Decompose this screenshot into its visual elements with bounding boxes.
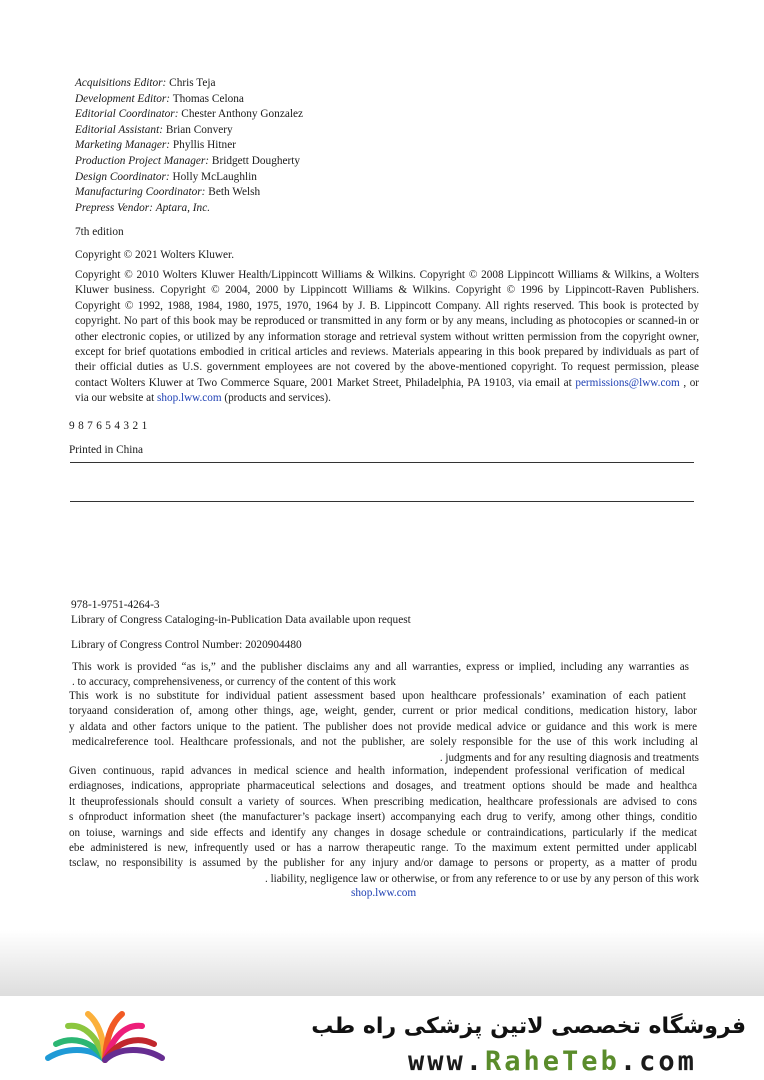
text-line: This work is no substitute for individual patient assessment based upon healthcare professionals’ examination of each patient — [69, 690, 686, 702]
credit-row: Editorial Assistant: Brian Convery — [75, 123, 233, 136]
credit-row: Production Project Manager: Bridgett Dougherty — [75, 154, 301, 167]
footer-website-link[interactable]: shop.lww.com — [351, 887, 417, 899]
copyright-line: Copyright © 2021 Wolters Kluwer. — [75, 249, 235, 261]
credit-row: Design Coordinator: Holly McLaughlin — [75, 170, 257, 183]
credit-row: Editorial Coordinator: Chester Anthony Gonzalez — [75, 108, 304, 121]
text-line: . judgments and for any resulting diagnosis and treatments — [439, 751, 699, 764]
text-line: toryaand consideration of, among other things, age, weight, gender, current or prior medical conditions, medication history, labor — [69, 705, 697, 718]
advances-disclaimer — [69, 764, 701, 887]
divider-top — [70, 462, 694, 463]
cip-data: Library of Congress Cataloging-in-Publication Data available upon request — [71, 614, 411, 626]
text-line: medicalreference tool. Healthcare professionals, and not the publisher, are solely responsible for the use of this work including al — [72, 736, 698, 749]
divider-bottom — [70, 501, 694, 502]
credit-row: Prepress Vendor: Aptara, Inc. — [75, 201, 211, 214]
text-line: ebe administered is new, infrequently used or has a narrow therapeutic range. To the maximum extent permitted under applicabl — [69, 842, 697, 855]
isbn: 978-1-9751-4264-3 — [71, 599, 160, 611]
watermark-url: www.RaheTeb.com — [408, 1046, 697, 1077]
text-line: This work is provided “as is,” and the publisher disclaims any and all warranties, express or implied, including any warranties as — [72, 661, 689, 673]
copyright-mid-text: , or via our website at — [75, 376, 700, 405]
edition: 7th edition — [75, 226, 124, 238]
credits-block — [75, 76, 303, 216]
copyright-paragraph — [75, 268, 699, 407]
text-line: Given continuous, rapid advances in medical science and health information, independent professional verification of medical — [69, 765, 685, 777]
print-line: 9 8 7 6 5 4 3 2 1 — [69, 420, 148, 432]
copyright-end-text: (products and services). — [224, 392, 331, 405]
substitute-disclaimer — [69, 689, 701, 766]
text-line: s ofnproduct information sheet (the manufacturer’s package insert) accompanying each drug to verify, among other things, conditio — [69, 811, 697, 824]
text-line: on toiuse, warnings and side effects and identify any changes in dosage schedule or contraindications, particularly if the medicat — [69, 826, 697, 839]
permissions-email-link[interactable]: permissions@lww.com — [575, 376, 680, 389]
open-book-logo-icon — [42, 1010, 168, 1068]
printed-in: Printed in China — [69, 444, 144, 456]
credit-row: Manufacturing Coordinator: Beth Welsh — [75, 186, 261, 199]
page-shadow — [0, 930, 764, 998]
watermark-persian-title: فروشگاه تخصصی لاتین پزشکی راه طب — [311, 1014, 746, 1039]
credit-row: Acquisitions Editor: Chris Teja — [75, 77, 216, 89]
text-line: lt theuprofessionals should consult a variety of sources. When prescribing medication, healthcare professionals are advised to cons — [69, 795, 697, 808]
warranty-disclaimer — [69, 660, 701, 691]
text-line: . liability, negligence law or otherwise, or from any reference to or use by any person of this work — [265, 872, 699, 885]
lccn: Library of Congress Control Number: 2020904480 — [71, 639, 302, 651]
copyright-text: Copyright © 2010 Wolters Kluwer Health/Lippincott Williams & Wilkins. Copyright © 2008 Lippincott Williams & Wilkins, a Wolters Kluwer business. Copyright © 2004, 2000 by Lippincott Williams & Wilkins. Copyright © 1996 by Lippincott-Raven Publishers. Copyright © 1992, 1988, 1984, 1980, 1975, 1970, 1964 by J. B. Lippincott Company. All rights reserved. This book is protected by copyright. No part of this book may be reproduced or transmitted in any form or by any means, including as photocopies or scanned-in or other electronic copies, or utilized by any information storage and retrieval system without written permission from the copyright owner, except for brief quotations embodied in critical articles and reviews. Materials appearing in this book prepared by individuals as part of their official duties as U.S. government employees are not covered by the above-mentioned copyright. To request permission, please contact Wolters Kluwer at Two Commerce Square, 2001 Market Street, Philadelphia, PA 19103, via email at — [75, 269, 699, 389]
text-line: tsclaw, no responsibility is assumed by the publisher for any injury and/or damage to persons or property, as a matter of produ — [69, 857, 697, 870]
website-link[interactable]: shop.lww.com — [157, 392, 222, 405]
credit-row: Development Editor: Thomas Celona — [75, 92, 244, 105]
text-line: . to accuracy, comprehensiveness, or currency of the content of this work — [72, 676, 396, 689]
credit-row: Marketing Manager: Phyllis Hitner — [75, 139, 236, 152]
text-line: erdiagnoses, indications, appropriate pharmaceutical selections and dosages, and treatment options should be made and healthca — [69, 780, 697, 793]
text-line: y aldata and other factors unique to the patient. The publisher does not provide medical advice or guidance and this work is mere — [69, 720, 697, 733]
